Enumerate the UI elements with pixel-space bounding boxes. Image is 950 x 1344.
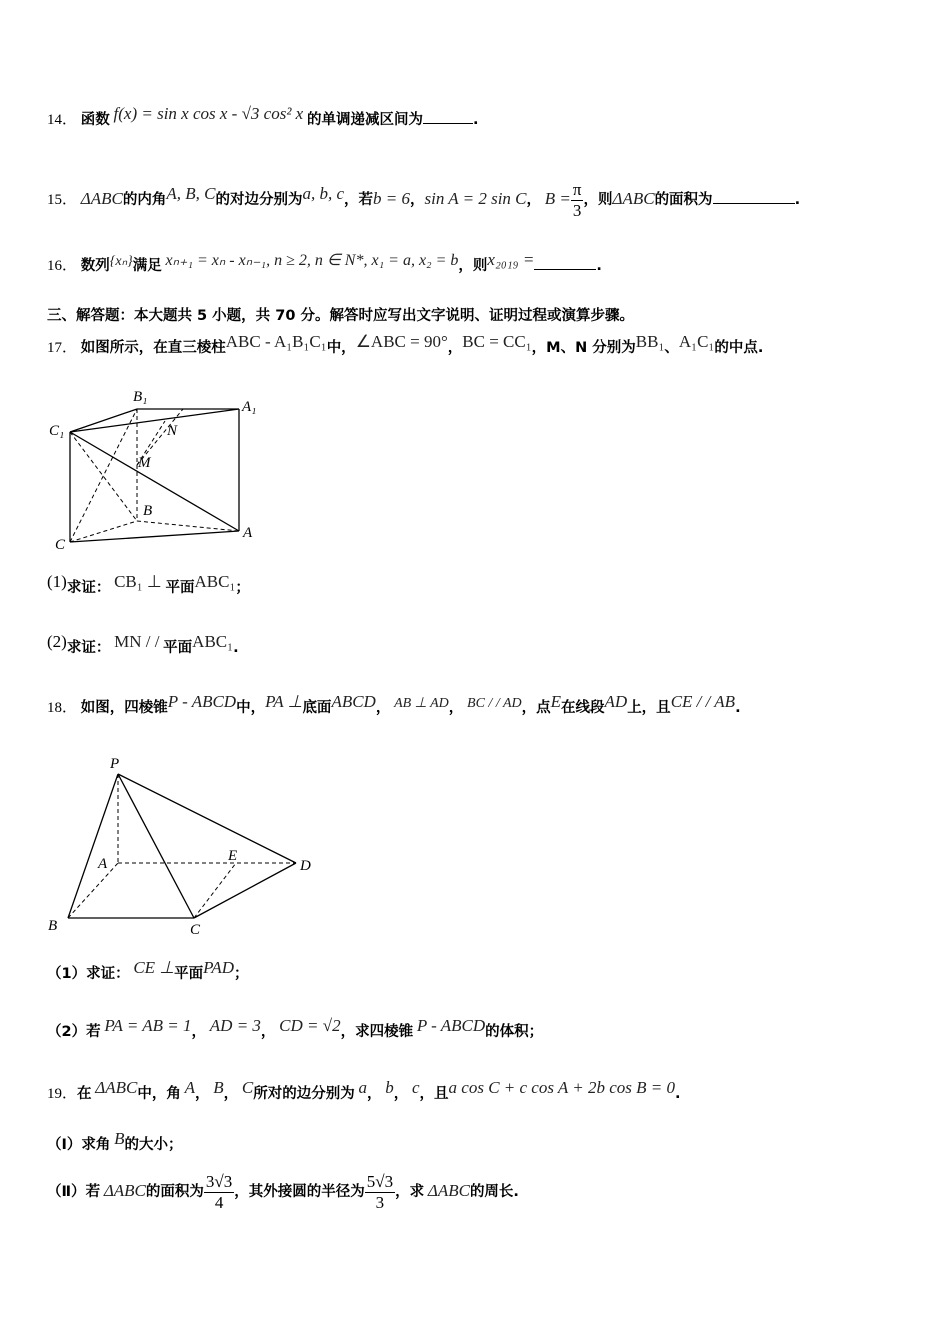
question-19-part-2: （Ⅱ）若 ΔABC的面积为 $\frac{3√3}{4}$ ，其外接圆的半径为 $\frac{5√3}{3}$ ，求 ΔABC的周长.: [47, 1172, 519, 1212]
label-M: M: [138, 455, 151, 471]
label-A: A: [98, 856, 108, 872]
question-number: 18．: [47, 700, 78, 716]
question-18: 18． 如图，四棱锥P - ABCD中，PA ⊥底面ABCD， AB ⊥ AD， BC / / AD，点E在线段AD上，且CE / / AB.: [47, 692, 741, 716]
label-N: N: [167, 423, 178, 439]
label-D: D: [300, 858, 311, 874]
answer-blank: [713, 202, 795, 204]
fraction-radius: $\frac{5√3}{3}$: [366, 1172, 394, 1212]
question-18-part-1: （1）求证： CE ⊥平面PAD；: [47, 958, 249, 982]
fraction-area: $\frac{3√3}{4}$: [205, 1172, 233, 1212]
prism-figure: [45, 385, 275, 555]
answer-blank: [534, 268, 596, 270]
question-17: 17． 如图所示，在直三棱柱ABC - A₁B₁C₁中，∠ABC = 90°，BC = CC₁，M、N 分别为BB₁、A₁C₁的中点.: [47, 332, 764, 356]
question-number: 15．: [47, 191, 78, 208]
question-16: 16． 数列{xₙ}满足 xₙ₊₁ = xₙ - xₙ₋₁, n ≥ 2, n ∈ N*, x₁ = a, x₂ = b，则x₂₀₁₉ = .: [47, 250, 602, 274]
question-15: 15． ΔABC的内角A, B, C的对边分别为a, b, c，若b = 6，sin A = 2 sin C， B = $\frac{\pi}{3}$ ，则ΔABC的面积为 .: [47, 180, 801, 220]
question-number: 17．: [47, 340, 78, 356]
label-B: B: [143, 503, 153, 519]
formula: f(x) = sin x cos x - √3 cos² x: [113, 104, 304, 123]
question-14: 14． 函数 f(x) = sin x cos x - √3 cos² x 的单调递减区间为 .: [47, 104, 479, 128]
answer-blank: [423, 122, 473, 124]
label-P: P: [110, 756, 120, 772]
question-18-part-2: （2）若 PA = AB = 1， AD = 3， CD = √2，求四棱锥 P - ABCD的体积；: [47, 1016, 544, 1040]
question-17-part-1: (1)求证： CB₁ ⊥ 平面ABC₁；: [47, 572, 250, 596]
section-title: 三、解答题：本大题共 5 小题，共 70 分。解答时应写出文字说明、证明过程或演算步骤。: [47, 308, 634, 324]
label-C: C: [55, 537, 66, 553]
label-B1: B₁: [133, 389, 148, 405]
question-number: 14．: [47, 112, 78, 128]
fraction-pi-3: $\frac{\pi}{3}$: [572, 180, 582, 220]
pyramid-figure: [40, 750, 330, 940]
question-number: 19．: [47, 1086, 78, 1102]
label-B: B: [48, 918, 58, 934]
label-C1: C₁: [49, 423, 65, 439]
question-19: 19．在 ΔABC中，角 A， B， C所对的边分别为 a， b， c，且a cos C + c cos A + 2b cos B = 0.: [47, 1078, 681, 1102]
question-number: 16．: [47, 258, 78, 274]
question-17-part-2: (2)求证： MN / / 平面ABC₁.: [47, 632, 239, 656]
question-19-part-1: （Ⅰ）求角 B的大小；: [47, 1129, 183, 1153]
label-A: A: [243, 525, 253, 541]
label-E: E: [228, 848, 238, 864]
label-C: C: [190, 922, 201, 938]
label-A1: A₁: [242, 399, 257, 415]
